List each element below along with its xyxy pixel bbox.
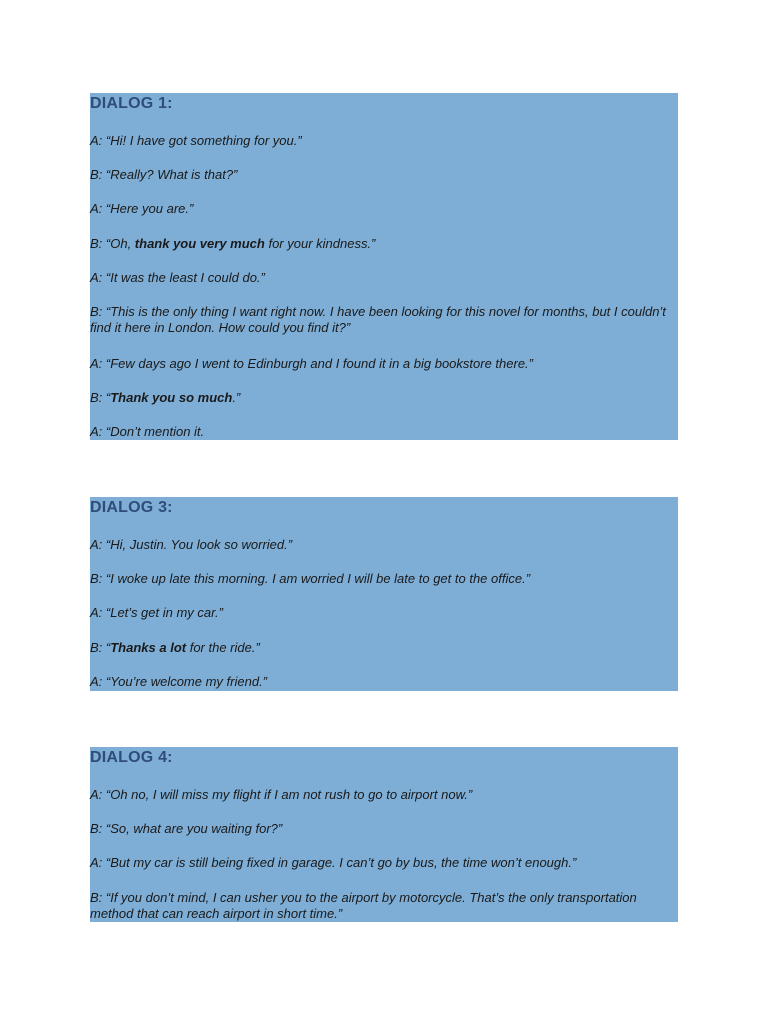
dialog-line: A: “Few days ago I went to Edinburgh and I found it in a big bookstore there.” [90,356,533,371]
dialog-line: B: “If you don’t mind, I can usher you to the airport by motorcycle. That’s the only transportation method that can reach airport in short time.” [90,890,637,921]
dialog-line: A: “Here you are.” [90,201,194,216]
dialog-line: B: “I woke up late this morning. I am worried I will be late to get to the office.” [90,571,531,586]
dialog-title: DIALOG 4: [90,749,173,766]
dialog-line: A: “Oh no, I will miss my flight if I am not rush to go to airport now.” [90,787,473,802]
dialog-line: A: “Don’t mention it. [90,424,205,439]
dialog-line: B: “Really? What is that?” [90,167,238,182]
dialog-4-box [90,747,678,922]
dialog-line: A: “Let’s get in my car.” [90,605,223,620]
dialog-line: B: “Oh, thank you very much for your kindness.” [90,236,376,251]
dialog-line: B: “This is the only thing I want right now. I have been looking for this novel for months, but I couldn’t find it here in London. How could you find it?” [90,304,666,335]
dialog-line: B: “Thanks a lot for the ride.” [90,640,260,655]
dialog-title: DIALOG 1: [90,95,173,112]
dialog-line: A: “But my car is still being fixed in garage. I can’t go by bus, the time won’t enough.” [90,855,577,870]
dialog-line: B: “Thank you so much.” [90,390,241,405]
dialog-line: A: “Hi! I have got something for you.” [90,133,302,148]
dialog-line: B: “So, what are you waiting for?” [90,821,283,836]
dialog-title: DIALOG 3: [90,499,173,516]
dialog-line: A: “You’re welcome my friend.” [90,674,268,689]
dialog-line: A: “Hi, Justin. You look so worried.” [90,537,293,552]
dialog-3-box [90,497,678,691]
dialog-line: A: “It was the least I could do.” [90,270,265,285]
dialog-1-box [90,93,678,440]
